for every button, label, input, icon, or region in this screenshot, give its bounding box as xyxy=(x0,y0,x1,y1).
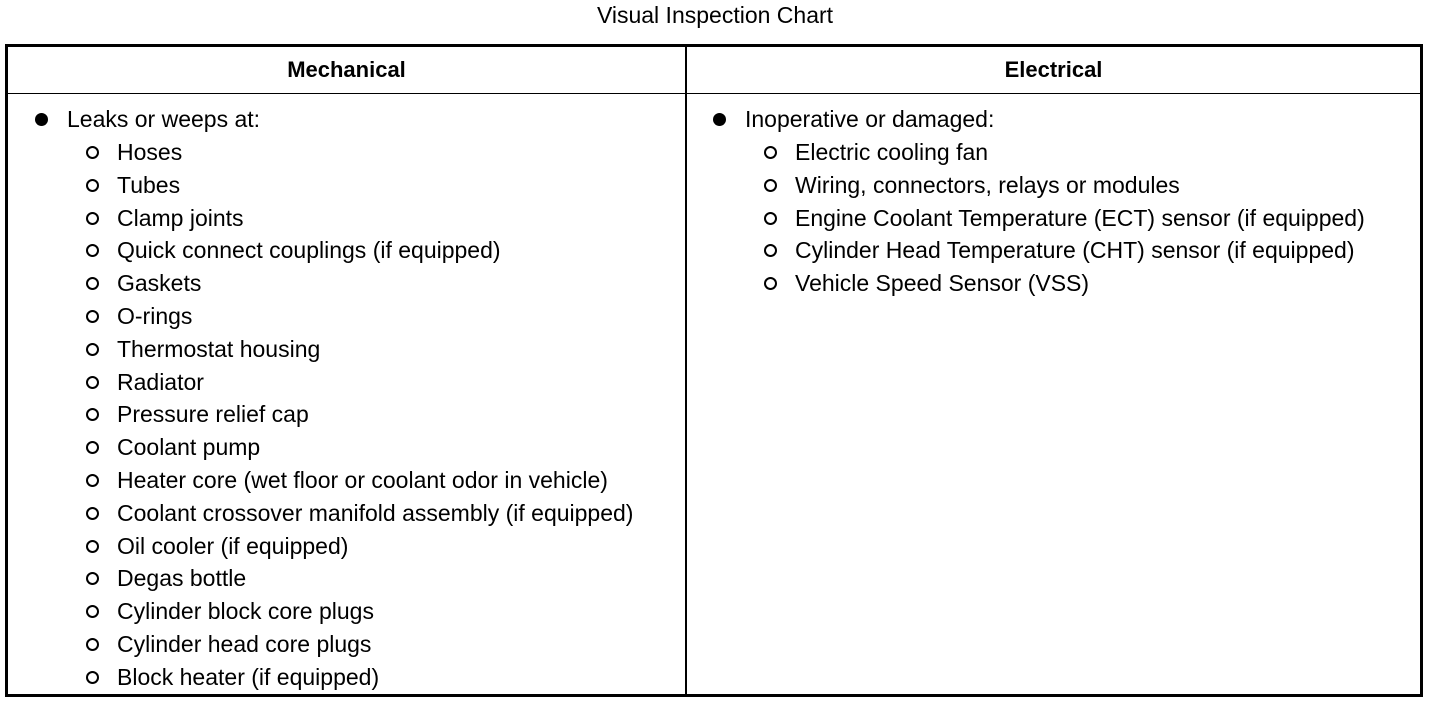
electrical-item-text: Cylinder Head Temperature (CHT) sensor (if equipped) xyxy=(795,237,1355,264)
mechanical-item-text: Hoses xyxy=(117,139,183,165)
electrical-list-item xyxy=(708,234,1420,267)
mechanical-list-item xyxy=(30,431,680,464)
mechanical-list-item xyxy=(30,136,680,169)
open-circle-bullet-icon xyxy=(86,540,99,553)
mechanical-item-text: Oil cooler (if equipped) xyxy=(117,532,349,559)
mechanical-item-text: Degas bottle xyxy=(117,565,247,592)
mechanical-item-text: Coolant crossover manifold assembly (if equipped) xyxy=(117,499,634,526)
inspection-table xyxy=(5,44,1423,697)
mechanical-list-item xyxy=(30,464,680,497)
electrical-item-text: Engine Coolant Temperature (ECT) sensor (if equipped) xyxy=(795,204,1365,231)
mechanical-item-text: Quick connect couplings (if equipped) xyxy=(117,237,501,264)
mechanical-list-item xyxy=(30,267,680,300)
open-circle-bullet-icon xyxy=(764,277,777,290)
mechanical-list-item xyxy=(30,628,680,661)
mechanical-item-text: Gaskets xyxy=(117,270,202,297)
chart-title: Visual Inspection Chart xyxy=(596,2,834,28)
open-circle-bullet-icon xyxy=(86,146,99,159)
mechanical-cell xyxy=(30,103,680,694)
electrical-list-item xyxy=(708,136,1420,169)
mechanical-column-header: Mechanical xyxy=(287,57,406,82)
electrical-intro-text: Inoperative or damaged: xyxy=(745,106,995,132)
open-circle-bullet-icon xyxy=(764,212,777,225)
mechanical-item-text: Radiator xyxy=(117,368,204,395)
open-circle-bullet-icon xyxy=(86,343,99,356)
open-circle-bullet-icon xyxy=(86,441,99,454)
mechanical-list-item xyxy=(30,300,680,333)
mechanical-item-text: Cylinder head core plugs xyxy=(117,630,372,657)
electrical-list-item xyxy=(708,267,1420,300)
mechanical-item-text: Block heater (if equipped) xyxy=(117,663,380,690)
open-circle-bullet-icon xyxy=(764,179,777,192)
mechanical-intro-text: Leaks or weeps at: xyxy=(67,106,261,132)
column-divider xyxy=(685,47,687,694)
mechanical-item-text: Thermostat housing xyxy=(117,335,321,362)
open-circle-bullet-icon xyxy=(86,376,99,389)
mechanical-list-item xyxy=(30,169,680,202)
open-circle-bullet-icon xyxy=(86,408,99,421)
electrical-list-item xyxy=(708,202,1420,235)
electrical-list-item xyxy=(708,169,1420,202)
open-circle-bullet-icon xyxy=(86,507,99,520)
mechanical-list-item xyxy=(30,333,680,366)
electrical-item-list xyxy=(708,136,1420,300)
mechanical-list-item xyxy=(30,595,680,628)
open-circle-bullet-icon xyxy=(86,638,99,651)
open-circle-bullet-icon xyxy=(86,671,99,684)
open-circle-bullet-icon xyxy=(86,310,99,323)
filled-bullet-icon xyxy=(35,113,48,126)
open-circle-bullet-icon xyxy=(86,474,99,487)
mechanical-item-list xyxy=(30,136,680,694)
filled-bullet-icon xyxy=(713,113,726,126)
mechanical-item-text: O-rings xyxy=(117,302,193,329)
mechanical-list-item xyxy=(30,562,680,595)
electrical-cell xyxy=(708,103,1420,300)
electrical-item-text: Vehicle Speed Sensor (VSS) xyxy=(795,270,1090,297)
mechanical-item-text: Coolant pump xyxy=(117,434,261,461)
mechanical-item-text: Heater core (wet floor or coolant odor in vehicle) xyxy=(117,466,608,493)
open-circle-bullet-icon xyxy=(86,244,99,257)
mechanical-item-text: Tubes xyxy=(117,171,181,198)
open-circle-bullet-icon xyxy=(86,572,99,585)
mechanical-list-item xyxy=(30,234,680,267)
mechanical-list-item xyxy=(30,398,680,431)
mechanical-list-item xyxy=(30,661,680,694)
electrical-item-text: Electric cooling fan xyxy=(795,139,989,165)
electrical-item-text: Wiring, connectors, relays or modules xyxy=(795,171,1180,198)
electrical-column-header: Electrical xyxy=(1004,57,1103,82)
open-circle-bullet-icon xyxy=(86,179,99,192)
open-circle-bullet-icon xyxy=(86,605,99,618)
open-circle-bullet-icon xyxy=(764,244,777,257)
open-circle-bullet-icon xyxy=(764,146,777,159)
mechanical-item-text: Cylinder block core plugs xyxy=(117,598,374,625)
open-circle-bullet-icon xyxy=(86,277,99,290)
header-divider xyxy=(8,93,1420,94)
electrical-intro-item xyxy=(708,103,1420,136)
mechanical-intro-item xyxy=(30,103,680,136)
mechanical-list-item xyxy=(30,202,680,235)
mechanical-list-item xyxy=(30,497,680,530)
mechanical-item-text: Clamp joints xyxy=(117,204,244,231)
mechanical-item-text: Pressure relief cap xyxy=(117,401,309,428)
mechanical-list-item xyxy=(30,530,680,563)
open-circle-bullet-icon xyxy=(86,212,99,225)
mechanical-list-item xyxy=(30,366,680,399)
